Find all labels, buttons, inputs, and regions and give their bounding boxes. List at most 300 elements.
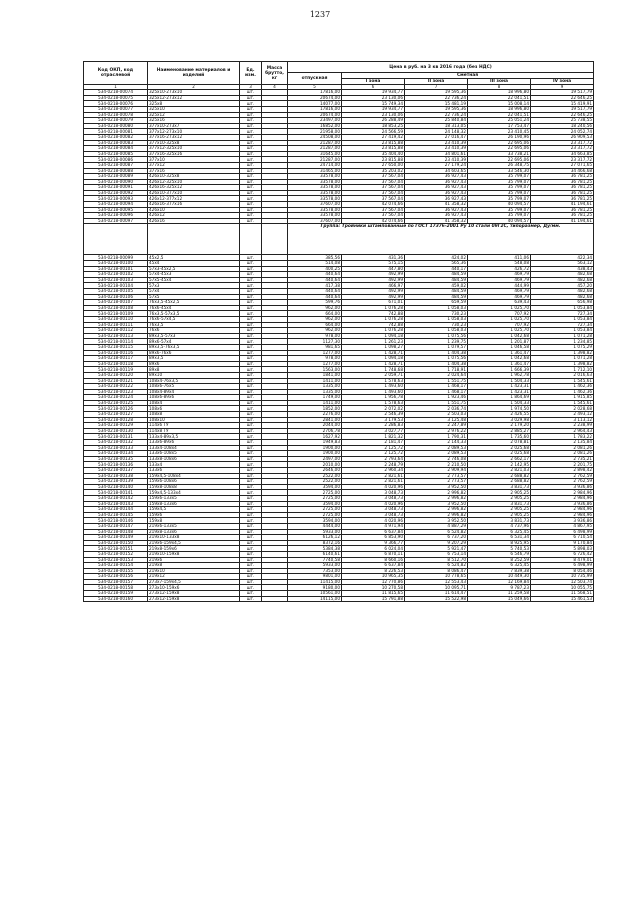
cell-zone-4: 36 781,25 (531, 196, 594, 202)
cell-unit: шт. (240, 378, 262, 384)
cell-zone-4: 2 238,99 (531, 423, 594, 429)
cell-zone-4: 1 545,61 (531, 400, 594, 406)
cell-name: 273x7-159x4,5 (148, 579, 240, 585)
cell-name: 159x8-133x6 (148, 501, 240, 507)
table-row (84, 168, 594, 174)
cell-unit: шт. (240, 490, 262, 496)
table-header (84, 62, 594, 90)
cell-zone-4: 482,68 (531, 289, 594, 295)
cell-code: 534-0218-00091 (84, 185, 148, 191)
cell-zone-4: 1 915,85 (531, 395, 594, 401)
cell-zone-3: 1 025,70 (468, 328, 531, 334)
cell-zone-4: 22 646,25 (531, 112, 594, 118)
cell-unit: шт. (240, 473, 262, 479)
column-index: 7 (405, 85, 468, 90)
cell-zone-2: 1 058,03 (405, 305, 468, 311)
cell-zone-1: 12 770,86 (342, 579, 405, 585)
cell-mass (262, 596, 288, 602)
cell-unit: шт. (240, 316, 262, 322)
cell-release-price: 33578,00 (288, 213, 342, 219)
cell-zone-3: 35 799,07 (468, 185, 531, 191)
cell-zone-4: 422,34 (531, 255, 594, 261)
cell-zone-1: 23 815,88 (342, 157, 405, 163)
cell-unit: шт. (240, 196, 262, 202)
cell-zone-3: 10 449,30 (468, 574, 531, 580)
cell-zone-3: 2 426,55 (468, 412, 531, 418)
cell-release-price: 1841,00 (288, 372, 342, 378)
cell-zone-1: 2 546,39 (342, 412, 405, 418)
cell-zone-3: 22 695,06 (468, 157, 531, 163)
cell-zone-4: 24 052,74 (531, 129, 594, 135)
cell-name: 159x4,5-133x4 (148, 490, 240, 496)
group-section (84, 224, 594, 255)
cell-zone-3: 22 695,06 (468, 140, 531, 146)
cell-zone-1: 6 637,84 (342, 563, 405, 569)
cell-zone-3: 2 025,68 (468, 445, 531, 451)
cell-zone-1: 1 076,28 (342, 305, 405, 311)
table-row (84, 350, 594, 356)
cell-zone-3: 8 925,95 (468, 540, 531, 546)
cell-zone-3: 2 905,25 (468, 490, 531, 496)
cell-unit: шт. (240, 101, 262, 107)
cell-zone-2: 2 996,82 (405, 507, 468, 513)
cell-zone-1: 9 366,77 (342, 540, 405, 546)
cell-zone-4: 2 081,26 (531, 451, 594, 457)
cell-zone-2: 41 358,32 (405, 218, 468, 224)
cell-zone-2: 2 996,82 (405, 490, 468, 496)
cell-zone-2: 27 016,47 (405, 134, 468, 140)
cell-release-price: 20674,00 (288, 95, 342, 101)
cell-zone-3: 707,92 (468, 311, 531, 317)
cell-unit: шт. (240, 512, 262, 518)
cell-zone-2: 4 887,29 (405, 523, 468, 529)
cell-name: 57x3 (148, 283, 240, 289)
table-row (84, 445, 594, 451)
cell-zone-3: 6 546,79 (468, 551, 531, 557)
cell-unit: шт. (240, 272, 262, 278)
cell-zone-1: 23 130,06 (342, 112, 405, 118)
table-row (84, 479, 594, 485)
cell-code: 534-0218-00084 (84, 146, 148, 152)
cell-zone-1: 26 288,49 (342, 118, 405, 124)
table-row (84, 384, 594, 390)
cell-zone-2: 3 125,48 (405, 417, 468, 423)
cell-unit: шт. (240, 277, 262, 283)
cell-zone-2: 2 909,94 (405, 468, 468, 474)
table-row (84, 356, 594, 362)
cell-zone-4: 1 053,84 (531, 328, 594, 334)
cell-unit: шт. (240, 535, 262, 541)
cell-release-price: 31645,00 (288, 151, 342, 157)
cell-code: 534-0218-00126 (84, 406, 148, 412)
cell-zone-2: 6 524,82 (405, 529, 468, 535)
cell-code: 534-0218-00137 (84, 468, 148, 474)
cell-zone-3: 469,79 (468, 277, 531, 283)
column-index: 8 (468, 85, 531, 90)
table-row (84, 305, 594, 311)
cell-code: 534-0218-00097 (84, 218, 148, 224)
cell-code: 534-0218-00112 (84, 328, 148, 334)
cell-name: 219x6 (148, 557, 240, 563)
cell-zone-4: 3 113,12 (531, 417, 594, 423)
cell-zone-2: 1 058,03 (405, 328, 468, 334)
cell-unit: шт. (240, 134, 262, 140)
cell-name: 377x16-325x16 (148, 151, 240, 157)
cell-code: 534-0218-00082 (84, 134, 148, 140)
cell-unit: шт. (240, 106, 262, 112)
cell-zone-3: 18 996,80 (468, 106, 531, 112)
cell-release-price: 1335,00 (288, 389, 342, 395)
cell-zone-1: 1 821,32 (342, 434, 405, 440)
cell-zone-2: 34 801,61 (405, 151, 468, 157)
cell-code: 534-0218-00144 (84, 507, 148, 513)
cell-zone-2: 36 927,43 (405, 207, 468, 213)
cell-zone-3: 1 423,31 (468, 384, 531, 390)
cell-zone-3: 548,08 (468, 261, 531, 267)
table-row (84, 190, 594, 196)
cell-zone-1: 492,99 (342, 294, 405, 300)
cell-zone-4: 34 466,68 (531, 168, 594, 174)
table-row (84, 540, 594, 546)
cell-name: 108x4 (148, 400, 240, 406)
cell-code: 534-0218-00089 (84, 174, 148, 180)
cell-name: 325x12 (148, 112, 240, 118)
table-row (84, 344, 594, 350)
cell-name: 133x8-108x6 (148, 456, 240, 462)
cell-release-price: 978,00 (288, 356, 342, 362)
table-row (84, 468, 594, 474)
cell-name: 89x10 (148, 372, 240, 378)
cell-zone-2: 5 921,47 (405, 546, 468, 552)
cell-release-price: 3594,00 (288, 518, 342, 524)
cell-zone-3: 3 029,98 (468, 417, 531, 423)
cell-code: 534-0218-00158 (84, 585, 148, 591)
cell-zone-3: 1 504,33 (468, 400, 531, 406)
cell-code: 534-0218-00157 (84, 579, 148, 585)
cell-release-price: 2841,00 (288, 417, 342, 423)
cell-zone-2: 2 746,08 (405, 456, 468, 462)
cell-zone-1: 1 956,78 (342, 395, 405, 401)
header-unit: Ед. изм. (240, 62, 262, 85)
cell-zone-2: 19 595,36 (405, 106, 468, 112)
cell-name: 45x4 (148, 261, 240, 267)
cell-name: 108x6-89x6 (148, 395, 240, 401)
cell-zone-3: 15 049,66 (468, 596, 531, 602)
cell-release-price: 599,76 (288, 300, 342, 306)
cell-name: 377x10-325x8 (148, 140, 240, 146)
cell-zone-1: 4 020,96 (342, 501, 405, 507)
cell-zone-3: 23 410,45 (468, 129, 531, 135)
cell-code: 534-0218-00123 (84, 389, 148, 395)
cell-name: 159x4,5-108x4 (148, 473, 240, 479)
cell-unit: шт. (240, 179, 262, 185)
cell-zone-3: 469,79 (468, 289, 531, 295)
cell-zone-2: 11 614,47 (405, 591, 468, 597)
cell-release-price: 440,64 (288, 289, 342, 295)
cell-code: 534-0218-00113 (84, 333, 148, 339)
cell-zone-2: 24 148,32 (405, 129, 468, 135)
table-row (84, 266, 594, 272)
table-row (84, 311, 594, 317)
table-row (84, 462, 594, 468)
cell-zone-2: 36 927,43 (405, 179, 468, 185)
cell-unit: шт. (240, 579, 262, 585)
cell-release-price: 5933,00 (288, 529, 342, 535)
cell-name: 273x12-159x8 (148, 591, 240, 597)
cell-zone-3: 1 974,50 (468, 406, 531, 412)
cell-name: 89x3,5 (148, 356, 240, 362)
cell-zone-4: 4 867,95 (531, 523, 594, 529)
table-row (84, 213, 594, 219)
table-row (84, 400, 594, 406)
cell-zone-3: 25 051,24 (468, 118, 531, 124)
cell-zone-3: 6 325,45 (468, 563, 531, 569)
header-name: Наименование материалов и изделий (148, 62, 240, 85)
cell-release-price: 440,64 (288, 277, 342, 283)
cell-zone-1: 3 027,77 (342, 428, 405, 434)
cell-unit: шт. (240, 213, 262, 219)
cell-zone-3: 15 008,14 (468, 101, 531, 107)
cell-name: 89x3,5-57x3 (148, 333, 240, 339)
cell-release-price: 24508,00 (288, 134, 342, 140)
cell-zone-4: 1 783,22 (531, 434, 594, 440)
cell-code: 534-0218-00147 (84, 523, 148, 529)
cell-unit: шт. (240, 361, 262, 367)
cell-release-price: 21287,00 (288, 146, 342, 152)
cell-release-price: 440,64 (288, 294, 342, 300)
cell-name: 325x16 (148, 118, 240, 124)
cell-name: 377x12-273x10 (148, 129, 240, 135)
cell-zone-1: 27 650,00 (342, 162, 405, 168)
cell-name: 133x6 (148, 468, 240, 474)
table-row (84, 568, 594, 574)
cell-code: 534-0218-00119 (84, 367, 148, 373)
cell-name: 159x4,5 (148, 507, 240, 513)
cell-zone-4: 1 462,36 (531, 389, 594, 395)
cell-code: 534-0218-00077 (84, 106, 148, 112)
table-row (84, 406, 594, 412)
cell-unit: шт. (240, 462, 262, 468)
cell-unit: шт. (240, 417, 262, 423)
cell-zone-1: 1 748,68 (342, 367, 405, 373)
cell-release-price: 14077,00 (288, 101, 342, 107)
cell-unit: шт. (240, 507, 262, 513)
cell-name: 114x8 ТУ (148, 428, 240, 434)
cell-name: 76x6-57x4,5 (148, 316, 240, 322)
cell-release-price: 33578,00 (288, 179, 342, 185)
cell-code: 534-0218-00083 (84, 140, 148, 146)
cell-zone-3: 22 041,51 (468, 112, 531, 118)
cell-zone-1: 492,99 (342, 277, 405, 283)
cell-name: 133x6-89x6 (148, 440, 240, 446)
table-row (84, 333, 594, 339)
table-row (84, 412, 594, 418)
cell-unit: шт. (240, 440, 262, 446)
cell-zone-2: 6 753,14 (405, 551, 468, 557)
cell-zone-3: 426,72 (468, 266, 531, 272)
cell-release-price: 33578,00 (288, 207, 342, 213)
cell-unit: шт. (240, 146, 262, 152)
cell-release-price: 31465,00 (288, 168, 342, 174)
cell-zone-2: 1 404,38 (405, 361, 468, 367)
cell-zone-2: 484,59 (405, 289, 468, 295)
cell-zone-3: 1 046,58 (468, 344, 531, 350)
cell-zone-2: 36 927,43 (405, 213, 468, 219)
cell-zone-1: 1 428,71 (342, 350, 405, 356)
cell-zone-2: 1 468,17 (405, 389, 468, 395)
table-row (84, 596, 594, 602)
cell-zone-1: 466,97 (342, 283, 405, 289)
column-index: 6 (342, 85, 405, 90)
table-row (84, 162, 594, 168)
cell-unit: шт. (240, 518, 262, 524)
cell-code: 534-0218-00149 (84, 535, 148, 541)
cell-zone-1: 2 059,71 (342, 372, 405, 378)
cell-code: 534-0218-00076 (84, 101, 148, 107)
cell-zone-3: 2 905,25 (468, 512, 531, 518)
cell-unit: шт. (240, 283, 262, 289)
cell-zone-3: 26 348,75 (468, 162, 531, 168)
cell-zone-3: 2 885,27 (468, 428, 531, 434)
cell-name: 377x16-273x12 (148, 134, 240, 140)
cell-code: 534-0218-00159 (84, 591, 148, 597)
cell-zone-3: 2 025,68 (468, 451, 531, 457)
header-zone-1: I зона (342, 79, 405, 85)
cell-release-price: 16852,00 (288, 123, 342, 129)
group-empty-cell (84, 224, 148, 255)
cell-zone-4: 2 028,68 (531, 406, 594, 412)
cell-code: 534-0218-00104 (84, 283, 148, 289)
cell-code: 534-0218-00117 (84, 356, 148, 362)
cell-unit: шт. (240, 529, 262, 535)
cell-code: 534-0218-00102 (84, 272, 148, 278)
cell-zone-2: 1 551,75 (405, 378, 468, 384)
cell-zone-4: 5 898,03 (531, 546, 594, 552)
table-row (84, 389, 594, 395)
cell-zone-2: 8 512,70 (405, 557, 468, 563)
table-row (84, 146, 594, 152)
cell-name: 108x6 (148, 406, 240, 412)
cell-zone-2: 36 927,43 (405, 174, 468, 180)
cell-zone-2: 19 595,36 (405, 90, 468, 96)
cell-code: 534-0218-00133 (84, 445, 148, 451)
cell-zone-4: 1 712,10 (531, 367, 594, 373)
cell-unit: шт. (240, 479, 262, 485)
cell-zone-4: 2 984,96 (531, 495, 594, 501)
cell-name: 426x10 (148, 207, 240, 213)
cell-zone-2: 8 086,47 (405, 568, 468, 574)
header-zone-2: II зона (405, 79, 468, 85)
cell-zone-4: 727,34 (531, 311, 594, 317)
table-row (84, 277, 594, 283)
table-body-section-a (84, 90, 594, 224)
cell-name: 133x4-108x4 (148, 445, 240, 451)
cell-zone-3: 3 831,73 (468, 518, 531, 524)
cell-name: 273x10-159x6 (148, 585, 240, 591)
cell-zone-1: 42 074,66 (342, 218, 405, 224)
cell-zone-3: 2 821,03 (468, 468, 531, 474)
cell-zone-3: 444,99 (468, 283, 531, 289)
cell-code: 534-0218-00132 (84, 440, 148, 446)
cell-release-price: 1949,83 (288, 440, 342, 446)
cell-name: 159x6 (148, 512, 240, 518)
cell-name: 159x8 (148, 518, 240, 524)
cell-release-price: 37607,00 (288, 218, 342, 224)
cell-zone-1: 10 965,35 (342, 574, 405, 580)
cell-zone-3: 35 799,07 (468, 213, 531, 219)
cell-code: 534-0218-00135 (84, 456, 148, 462)
cell-zone-3: 1 025,70 (468, 305, 531, 311)
cell-release-price: 3594,00 (288, 501, 342, 507)
cell-zone-3: 5 740,53 (468, 546, 531, 552)
cell-unit: шт. (240, 350, 262, 356)
cell-code: 534-0218-00125 (84, 400, 148, 406)
table-body-section-b (84, 255, 594, 602)
cell-zone-4: 22 646,25 (531, 95, 594, 101)
cell-name: 108x4-89x4 (148, 389, 240, 395)
cell-zone-4: 1 053,84 (531, 305, 594, 311)
cell-zone-3: 1 025,70 (468, 316, 531, 322)
cell-code: 534-0218-00103 (84, 277, 148, 283)
cell-code: 534-0218-00079 (84, 118, 148, 124)
cell-code: 534-0218-00096 (84, 213, 148, 219)
cell-unit: шт. (240, 574, 262, 580)
cell-unit: шт. (240, 168, 262, 174)
price-table (83, 61, 594, 602)
cell-zone-2: 2 144,33 (405, 440, 468, 446)
cell-zone-1: 2 821,61 (342, 479, 405, 485)
cell-zone-4: 438,43 (531, 266, 594, 272)
cell-zone-1: 2 960,34 (342, 468, 405, 474)
cell-name: 377x12 (148, 162, 240, 168)
table-row (84, 101, 594, 107)
cell-zone-1: 742,88 (342, 322, 405, 328)
cell-zone-1: 1 261,23 (342, 339, 405, 345)
cell-zone-3: 22 695,06 (468, 146, 531, 152)
cell-zone-1: 2 248,79 (342, 462, 405, 468)
cell-zone-1: 1 076,28 (342, 328, 405, 334)
cell-code: 534-0218-00088 (84, 168, 148, 174)
cell-release-price: 24714,00 (288, 162, 342, 168)
cell-release-price: 21287,00 (288, 140, 342, 146)
cell-zone-1: 15 749,34 (342, 101, 405, 107)
cell-zone-4: 11 568,51 (531, 591, 594, 597)
cell-zone-1: 6 853,90 (342, 535, 405, 541)
cell-zone-4: 2 081,26 (531, 445, 594, 451)
table-row (84, 316, 594, 322)
cell-zone-4: 15 419,91 (531, 101, 594, 107)
cell-unit: шт. (240, 412, 262, 418)
cell-zone-1: 1 578,63 (342, 400, 405, 406)
cell-zone-2: 1 239,75 (405, 339, 468, 345)
table-row (84, 574, 594, 580)
cell-code: 534-0218-00075 (84, 95, 148, 101)
cell-zone-3: 7 839,38 (468, 568, 531, 574)
cell-name: 377x12-325x10 (148, 146, 240, 152)
cell-release-price: 11415,00 (288, 579, 342, 585)
cell-unit: шт. (240, 90, 262, 96)
cell-zone-2: 424,02 (405, 255, 468, 261)
cell-zone-2: 34 603,65 (405, 168, 468, 174)
cell-zone-4: 1 053,84 (531, 316, 594, 322)
cell-name: 133x4-89x3,5 (148, 434, 240, 440)
cell-zone-1: 4 020,96 (342, 484, 405, 490)
cell-zone-4: 10 055,75 (531, 585, 594, 591)
cell-zone-1: 431,36 (342, 255, 405, 261)
cell-zone-2: 2 996,82 (405, 512, 468, 518)
cell-code: 534-0218-00148 (84, 529, 148, 535)
cell-code: 534-0218-00101 (84, 266, 148, 272)
